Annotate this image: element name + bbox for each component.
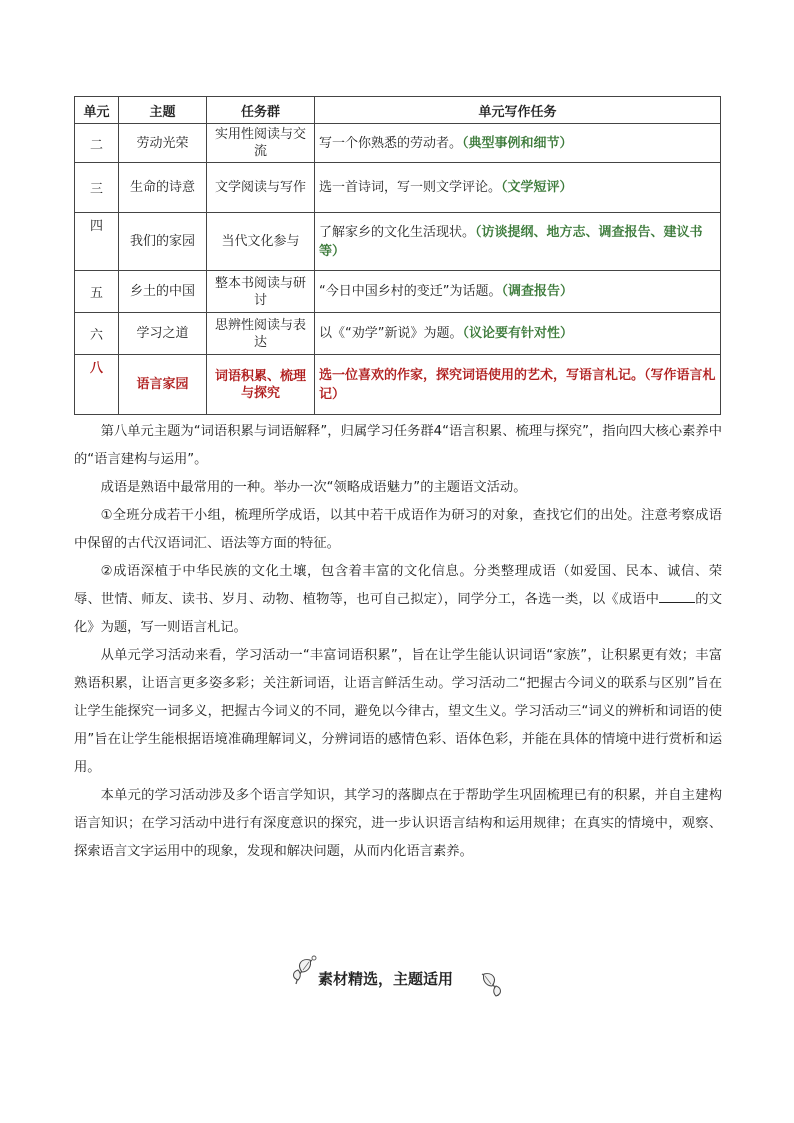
table-row [75,213,721,271]
header-writing-task: 单元写作任务 [315,97,721,124]
unit-task-table [74,96,721,415]
table-row [75,271,721,313]
paragraph: 从单元学习活动来看，学习活动一“丰富词语积累”，旨在让学生能认识词语“家族”，让积累更有效；丰富熟语积累，让语言更多姿多彩；关注新词语，让语言鲜活生动。学习活动二“把握古今词义的联系与区别”旨在让学生能探究一词多义，把握古今词义的不同，避免以今律古，望文生义。学习活动三“词义的辨析和词语的使用”旨在让学生能根据语境准确理解词义，分辨词语的感情色彩、语体色彩，并能在具体的情境中进行赏析和运用。 [74,648,722,775]
table-row [75,313,721,355]
unit-cell: 二 [75,124,119,163]
header-unit: 单元 [75,97,119,124]
task-text: 以《“劝学”新说》为题。 [319,326,463,341]
task-note: （调查报告） [501,284,573,299]
paragraph-part: ②成语深植于中华民族的文化土壤，包含着丰富的文化信息。分类整理成语（如爱国、民本、诚信、荣辱、世情、师友、读书、岁月、动物、植物等，也可自己拟定），同学分工，各选一类，以《成语中 [74,564,722,607]
writing-task-cell [315,355,721,415]
table-header-row [75,97,721,124]
unit-cell: 五 [75,271,119,313]
task-group-cell: 词语积累、梳理与探究 [207,355,315,415]
task-text: “今日中国乡村的变迁”为话题。 [319,284,502,299]
fill-in-blank [659,588,695,603]
theme-cell: 劳动光荣 [119,124,207,163]
task-note: （典型事例和细节） [462,135,573,151]
writing-task-cell [315,213,721,271]
task-note: （写作语言札记） [319,367,716,402]
writing-task-cell [315,313,721,355]
paragraph: ①全班分成若干小组，梳理所学成语，以其中若干成语作为研习的对象，查找它们的出处。注意考察成语中保留的古代汉语词汇、语法等方面的特征。 [74,508,722,551]
task-note: （访谈提纲、地方志、调查报告、建议书等） [319,224,703,259]
task-group-cell: 实用性阅读与交流 [207,124,315,163]
writing-task-cell [315,271,721,313]
paragraph: 第八单元主题为“词语积累与词语解释”，归属学习任务群4“语言积累、梳理与探究”，指向四大核心素养中的“语言建构与运用”。 [74,424,722,467]
table-row [75,124,721,163]
task-group-cell: 思辨性阅读与表达 [207,313,315,355]
theme-cell: 语言家园 [119,355,207,415]
paragraph-part: 的文化》为题，写一则语言札记。 [74,592,722,635]
theme-cell: 我们的家园 [119,213,207,271]
unit-cell: 三 [75,163,119,213]
section-banner [290,954,504,1000]
paragraph [74,558,722,642]
task-group-cell: 当代文化参与 [207,213,315,271]
task-text: 选一位喜欢的作家，探究词语使用的艺术，写语言札记。 [319,367,645,383]
body-text [74,418,722,866]
task-text: 了解家乡的文化生活现状。 [319,224,476,240]
banner-title: 素材精选，主题适用 [318,970,454,988]
theme-cell: 乡土的中国 [119,271,207,313]
theme-cell: 学习之道 [119,313,207,355]
task-note: （议论要有针对性） [462,326,573,341]
leaf-ornament-icon [474,966,504,1000]
theme-cell: 生命的诗意 [119,163,207,213]
unit-cell: 八 [75,355,119,415]
table-row-highlighted [75,355,721,415]
task-group-cell: 整本书阅读与研讨 [207,271,315,313]
unit-cell: 六 [75,313,119,355]
paragraph: 本单元的学习活动涉及多个语言学知识，其学习的落脚点在于帮助学生巩固梳理已有的积累，并自主建构语言知识；在学习活动中进行有深度意识的探究，进一步认识语言结构和运用规律；在真实的情境中，观察、探索语言文字运用中的现象，发现和解决问题，从而内化语言素养。 [74,788,722,859]
task-text: 写一个你熟悉的劳动者。 [319,135,463,151]
unit-cell: 四 [75,213,119,271]
writing-task-cell [315,163,721,213]
header-task-group: 任务群 [207,97,315,124]
task-text: 选一首诗词，写一则文学评论。 [319,180,502,195]
task-note: （文学短评） [501,180,573,195]
writing-task-cell [315,124,721,163]
paragraph: 成语是熟语中最常用的一种。举办一次“领略成语魅力”的主题语文活动。 [100,480,527,495]
task-group-cell: 文学阅读与写作 [207,163,315,213]
header-theme: 主题 [119,97,207,124]
table-row [75,163,721,213]
leaf-ornament-icon [290,954,320,988]
